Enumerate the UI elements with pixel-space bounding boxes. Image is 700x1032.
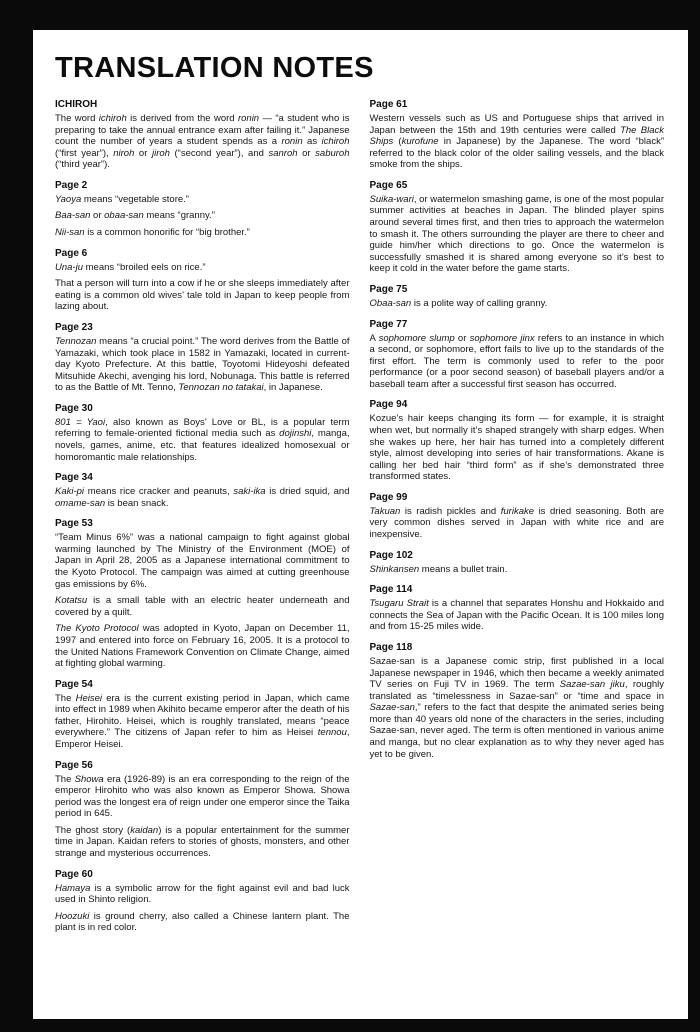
paragraph: Hamaya is a symbolic arrow for the fight against evil and bad luck used in Shinto religion.: [55, 882, 350, 906]
two-column-layout: [55, 99, 664, 939]
note-section: [55, 99, 350, 171]
section-heading: Page 65: [369, 179, 408, 191]
right-column: [370, 99, 665, 939]
section-heading: Page 77: [369, 318, 408, 330]
section-heading: Page 34: [55, 472, 93, 484]
section-heading: Page 23: [55, 321, 93, 333]
note-section: [55, 472, 350, 509]
section-heading: Page 2: [55, 179, 88, 191]
paragraph: Hoozuki is ground cherry, also called a Chinese lantern plant. The plant is in red color.: [55, 910, 350, 934]
section-heading: Page 61: [369, 99, 408, 110]
paragraph: Suika-wari, or watermelon smashing game, is one of the most popular summer activities at beaches in Japan. The blinded player spins around several times first, and then tries to approach the watermelon to smash it. The others surrounding the player are there to cheer and guide him/her which directions to go. Once the watermelon is successfully smashed it is shared among everyone so it’s best to keep it cold in the water before the game starts.: [369, 193, 664, 275]
note-section: [370, 399, 665, 482]
paragraph: Kaki-pi means rice cracker and peanuts, saki-ika is dried squid, and omame-san is bean snack.: [55, 486, 350, 509]
paragraph: The Showa era (1926-89) is an era corresponding to the reign of the emperor Hirohito who was also known as Emperor Showa. Showa period was the longest era of reign under one emperor since the Taika period in 645.: [55, 773, 350, 820]
note-section: [370, 180, 665, 275]
note-section: [55, 403, 350, 463]
paragraph: Obaa-san is a polite way of calling granny.: [369, 297, 548, 309]
section-heading: Page 99: [369, 491, 408, 503]
note-section: [370, 642, 665, 760]
paragraph: Nii-san is a common honorific for “big brother.”: [55, 227, 250, 239]
section-heading: Page 102: [369, 549, 413, 561]
note-section: [55, 248, 350, 313]
paragraph: 801 = Yaoi, also known as Boys’ Love or BL, is a popular term referring to female-oriented fictional media such as dojinshi, manga, novels, games, anime, etc. that features idealized homosexual or homoromantic male relationships.: [55, 416, 350, 463]
paragraph: Kozue’s hair keeps changing its form — for example, it is straight when wet, but normally it’s shaped strangely with sharp edges. When she wakes up here, her hair has turned into a completely different style, almost developing into series of hair transformations. Akane is calling her bed hair “third form” as if she’s demonstrated three transformed states.: [369, 413, 664, 483]
note-section: [55, 180, 350, 239]
note-section: [370, 550, 665, 576]
paragraph: Kotatsu is a small table with an electric heater underneath and covered by a quilt.: [55, 595, 350, 618]
note-section: [370, 492, 665, 541]
paragraph: Tsugaru Strait is a channel that separates Honshu and Hokkaido and connects the Sea of Japan with the Pacific Ocean. It is 100 miles long and from 15-25 miles wide.: [369, 598, 664, 633]
section-heading: Page 60: [55, 868, 93, 880]
paragraph: A sophomore slump or sophomore jinx refers to an instance in which a second, or sophomore, effort fails to live up to the standards of the first effort. The term is commonly used to refer to the poor performance (or a poor second season) of baseball players and/or a baseball team after a successful first season has occurred.: [369, 332, 664, 390]
note-section: [55, 322, 350, 394]
paragraph: The Kyoto Protocol was adopted in Kyoto, Japan on December 11, 1997 and entered into force on February 16, 2005. It is a protocol to the United Nations Framework Convention on Climate Change, aimed at fighting global warming.: [55, 623, 350, 670]
paragraph: “Team Minus 6%” was a national campaign to fight against global warming launched by The Ministry of the Environment (MOE) of Japan in April 28, 2005 as a Japanese international commitment to the Kyoto Protocol. The campaign was aimed at cutting greenhouse gas emissions by 6%.: [55, 532, 350, 590]
paragraph: Takuan is radish pickles and furikake is dried seasoning. Both are very common dishes served in Japan with white rice and are inexpensive.: [369, 505, 665, 541]
note-section: [55, 679, 350, 751]
section-heading: Page 114: [369, 584, 413, 596]
paragraph: The ghost story (kaidan) is a popular entertainment for the summer time in Japan. Kaidan refers to stories of ghosts, monsters, and other strange and mysterious occurrences.: [55, 824, 350, 860]
paragraph: Una-ju means “broiled eels on rice.”: [55, 261, 206, 273]
translation-notes-page: [33, 30, 688, 1019]
section-heading: Page 54: [55, 678, 93, 690]
note-section: [370, 584, 665, 633]
paragraph: Baa-san or obaa-san means “granny.”: [55, 210, 215, 222]
page-title: TRANSLATION NOTES: [55, 52, 374, 84]
note-section: [370, 99, 665, 171]
paragraph: Western vessels such as US and Portuguese ships that arrived in Japan between the 15th and 19th centuries were called The Black Ships (kurofune in Japanese) by the Japanese. The word “black” referred to the black color of the older sailing vessels, and the black smoke from the ships.: [369, 113, 664, 171]
section-heading: Page 53: [55, 518, 93, 530]
note-section: [55, 760, 350, 860]
paragraph: Yaoya means “vegetable store.”: [55, 193, 189, 205]
section-heading: Page 30: [55, 402, 93, 414]
left-column: [55, 99, 350, 939]
paragraph: Tennozan means “a crucial point.” The word derives from the Battle of Yamazaki, which took place in 1582 in Yamazaki, located in current-day Kyoto Prefecture. At this battle, Toyotomi Hideyoshi defeated Mitsuhide Akechi, avenging his lord, Nobunaga. This battle is referred to as the Battle of Mt. Tenno, Tennozan no tatakai, in Japanese.: [55, 335, 350, 394]
paragraph: That a person will turn into a cow if he or she sleeps immediately after eating is a common old wives’ tale told in Japan to keep people from lazing about.: [55, 278, 350, 313]
paragraph: Sazae-san is a Japanese comic strip, first published in a local Japanese newspaper in 1946, which then became a weekly animated TV series on Fuji TV in 1969. The term Sazae-san jiku, roughly translated as “timelessness in Sazae-san” or “time and space in Sazae-san,” refers to the fact that despite the animated series being more than 40 years old none of the characters in the series, including Sazae-san, never aged. The term is often mentioned in various anime and manga, but no clear explanation as to why they never aged has yet to be given.: [369, 655, 665, 760]
section-heading: Page 94: [369, 399, 408, 411]
section-heading: Page 56: [55, 759, 93, 771]
section-heading: Page 75: [369, 283, 408, 295]
section-heading: Page 6: [55, 247, 88, 259]
note-section: [370, 284, 665, 310]
section-heading: Page 118: [369, 641, 413, 653]
note-section: [370, 319, 665, 391]
paragraph: Shinkansen means a bullet train.: [369, 563, 508, 575]
paragraph: The Heisei era is the current existing period in Japan, which came into effect in 1989 when Akihito became emperor after the death of his father, Hirohito. Heisei, which is roughly translated, means “peace everywhere.” The citizens of Japan refer to him as Heisei tennou, Emperor Heisei.: [55, 692, 350, 750]
note-section: [55, 518, 350, 669]
section-heading: ICHIROH: [55, 99, 98, 110]
note-section: [55, 869, 350, 934]
paragraph: The word ichiroh is derived from the word ronin — “a student who is preparing to take the annual entrance exam after failing it.” Japanese count the number of years a student spends as a ronin as ichiroh (“first year”), niroh or jiroh (“second year”), and sanroh or saburoh (“third year”).: [55, 113, 350, 171]
